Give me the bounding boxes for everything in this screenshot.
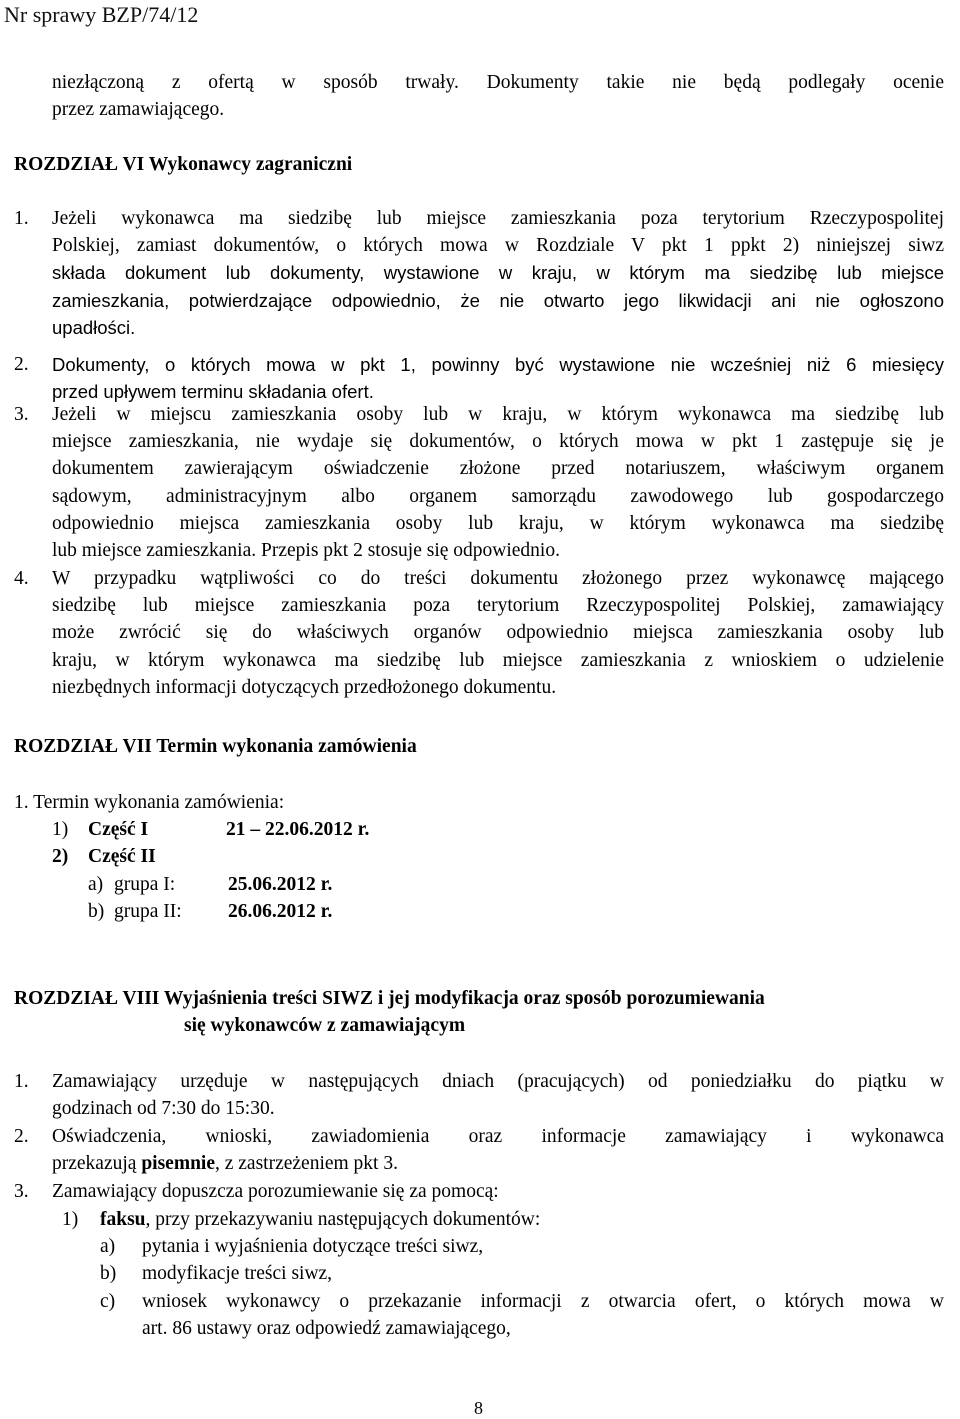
r6-item-1-number: 1.	[14, 208, 29, 229]
chapter-vi-title: ROZDZIAŁ VI Wykonawcy zagraniczni	[14, 154, 353, 175]
r7-item-1-text: 1. Termin wykonania zamówienia:	[14, 792, 285, 813]
r8-fax-text: faksu, przy przekazywaniu następujących dokumentów:	[100, 1209, 541, 1230]
chapter-vii-title: ROZDZIAŁ VII Termin wykonania zamówienia	[14, 736, 417, 757]
r6-item-4-text: W przypadku wątpliwości co do treści dokumentu złożonego przez wykonawcę mającego siedzibę lub miejsce zamieszkania poza terytorium Rzeczypospolitej Polskiej, zamawiający może zwrócić się do właściwych organów odpowiednio miejsca zamieszkania osoby lub kraju, w którym wykonawca ma siedzibę lub miejsce zamieszkania z wnioskiem o udzielenie niezbędnych informacji dotyczących przedłożonego dokumentu.	[52, 568, 944, 698]
r7-group2-letter: b)	[88, 901, 105, 922]
r8-item-3-number: 3.	[14, 1181, 29, 1202]
chapter-viii-title: ROZDZIAŁ VIII Wyjaśnienia treści SIWZ i jej modyfikacja oraz sposób porozumiewania się wykonawców z zamawiającym	[14, 988, 765, 1037]
r6-item-3-text: Jeżeli w miejscu zamieszkania osoby lub w kraju, w którym wykonawca ma siedzibę lub miejsce zamieszkania, nie wydaje się dokumentów, o których mowa w pkt 1 zastępuje się je dokumentem zawierającym oświadczenie złożone przed notariuszem, właściwym organem sądowym, administracyjnym albo organem samorządu zawodowego lub gospodarczego odpowiednio miejsca zamieszkania osoby lub kraju, w którym wykonawca ma siedzibę lub miejsce zamieszkania. Przepis pkt 2 stosuje się odpowiednio.	[52, 404, 944, 562]
r6-item-2-number: 2.	[14, 354, 29, 375]
r7-group1-letter: a)	[88, 874, 104, 895]
r8-item-2-number: 2.	[14, 1126, 29, 1147]
r7-group2-date: 26.06.2012 r.	[228, 901, 333, 922]
r8-fax-a-text: pytania i wyjaśnienia dotyczące treści siwz,	[142, 1236, 484, 1257]
r8-item-1-text: Zamawiający urzęduje w następujących dniach (pracujących) od poniedziałku do piątku w godzinach od 7:30 do 15:30.	[52, 1071, 944, 1120]
r7-group2-label: grupa II:	[114, 901, 182, 922]
pisemnie-emphasis: pisemnie	[141, 1153, 215, 1175]
r7-part1-number: 1)	[52, 819, 69, 840]
case-number-header: Nr sprawy BZP/74/12	[4, 2, 199, 27]
r6-item-2-text: Dokumenty, o których mowa w pkt 1, powinny być wystawione nie wcześniej niż 6 miesięcy przed upływem terminu składania ofert.	[52, 354, 944, 403]
r7-part2-label: Część II	[88, 846, 156, 867]
page-number: 8	[474, 1398, 483, 1418]
r8-fax-number: 1)	[62, 1209, 79, 1230]
r8-fax-a-letter: a)	[100, 1236, 116, 1257]
r7-part1-label: Część I	[88, 819, 149, 840]
r8-item-3-text: Zamawiający dopuszcza porozumiewanie się za pomocą:	[52, 1181, 499, 1202]
r6-item-1-text: Jeżeli wykonawca ma siedzibę lub miejsce zamieszkania poza terytorium Rzeczypospolitej Polskiej, zamiast dokumentów, o których mowa w Rozdziale V pkt 1 ppkt 2) niniejszej siwz składa dokument lub dokumenty, wystawione w kraju, w którym ma siedzibę lub miejsce zamieszkania, potwierdzające odpowiednio, że nie otwarto jego likwidacji ani nie ogłoszono upadłości.	[52, 208, 944, 338]
r8-item-2-text: Oświadczenia, wnioski, zawiadomienia oraz informacje zamawiający i wykonawca przekazują pisemnie, z zastrzeżeniem pkt 3.	[52, 1126, 944, 1175]
r7-group1-date: 25.06.2012 r.	[228, 874, 333, 895]
r8-fax-b-letter: b)	[100, 1263, 117, 1284]
r6-item-4-number: 4.	[14, 568, 29, 589]
r6-item-3-number: 3.	[14, 404, 29, 425]
r8-fax-c-text: wniosek wykonawcy o przekazanie informacji z otwarcia ofert, o których mowa w art. 86 ustawy oraz odpowiedź zamawiającego,	[142, 1291, 944, 1340]
intro-paragraph: niezłączoną z ofertą w sposób trwały. Dokumenty takie nie będą podlegały ocenie przez zamawiającego.	[52, 72, 944, 121]
r7-part1-date: 21 – 22.06.2012 r.	[226, 819, 370, 840]
r8-fax-c-letter: c)	[100, 1291, 116, 1312]
r7-group1-label: grupa I:	[114, 874, 176, 895]
r8-fax-b-text: modyfikacje treści siwz,	[142, 1263, 333, 1284]
r7-part2-number: 2)	[52, 846, 69, 867]
r8-item-1-number: 1.	[14, 1071, 29, 1092]
